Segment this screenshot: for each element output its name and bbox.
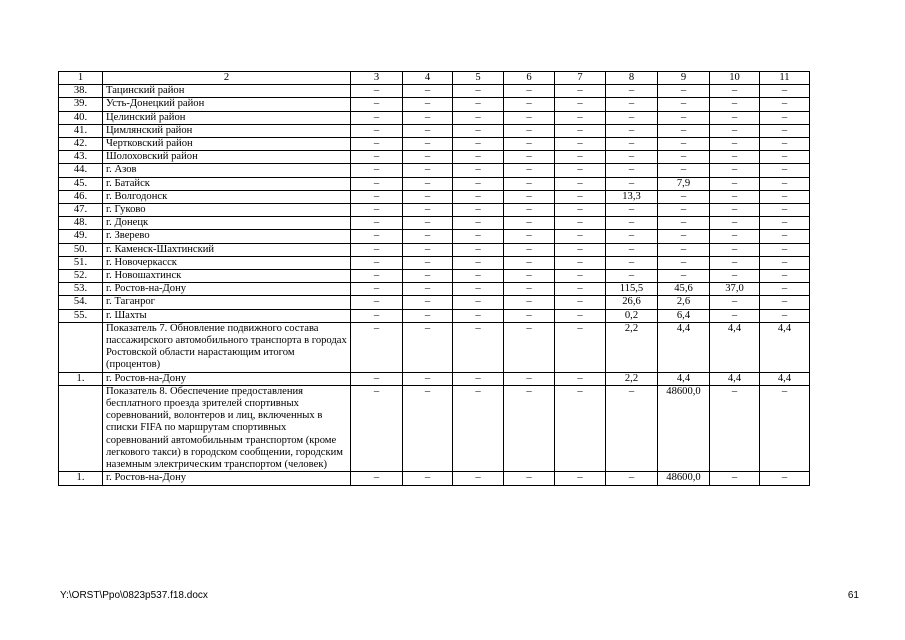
- row-name: г. Донецк: [103, 217, 351, 230]
- row-number: 46.: [59, 190, 103, 203]
- value-cell: –: [710, 243, 760, 256]
- table-row: [59, 296, 810, 309]
- value-cell: –: [760, 98, 810, 111]
- value-cell: –: [760, 217, 810, 230]
- value-cell: –: [710, 190, 760, 203]
- value-cell: –: [403, 177, 453, 190]
- value-cell: –: [710, 151, 760, 164]
- value-cell: –: [453, 204, 504, 217]
- value-cell: –: [658, 217, 710, 230]
- value-cell: 4,4: [710, 372, 760, 385]
- value-cell: –: [555, 372, 606, 385]
- value-cell: –: [403, 385, 453, 471]
- value-cell: –: [403, 217, 453, 230]
- value-cell: –: [453, 230, 504, 243]
- value-cell: –: [710, 204, 760, 217]
- value-cell: –: [351, 124, 403, 137]
- value-cell: –: [606, 472, 658, 485]
- value-cell: –: [555, 138, 606, 151]
- table-row: [59, 111, 810, 124]
- value-cell: –: [403, 256, 453, 269]
- value-cell: –: [555, 322, 606, 372]
- table-row: [59, 138, 810, 151]
- value-cell: –: [504, 385, 555, 471]
- table-row: [59, 204, 810, 217]
- value-cell: –: [453, 98, 504, 111]
- value-cell: –: [453, 124, 504, 137]
- row-number: 48.: [59, 217, 103, 230]
- table-row: [59, 151, 810, 164]
- value-cell: –: [504, 283, 555, 296]
- value-cell: –: [351, 270, 403, 283]
- table-row: [59, 230, 810, 243]
- row-name: Показатель 7. Обновление подвижного состава пассажирского автомобильного транспорта в городах Ростовской области нарастающим итогом (процентов): [103, 322, 351, 372]
- value-cell: –: [453, 256, 504, 269]
- table-row: [59, 385, 810, 471]
- table-row: [59, 322, 810, 372]
- value-cell: –: [403, 164, 453, 177]
- value-cell: –: [453, 322, 504, 372]
- value-cell: –: [760, 296, 810, 309]
- row-name: г. Зверево: [103, 230, 351, 243]
- table-row: [59, 124, 810, 137]
- value-cell: –: [351, 372, 403, 385]
- table-row: [59, 256, 810, 269]
- value-cell: –: [760, 283, 810, 296]
- value-cell: –: [760, 472, 810, 485]
- header-cell: 3: [351, 72, 403, 85]
- header-cell: 7: [555, 72, 606, 85]
- value-cell: –: [555, 151, 606, 164]
- value-cell: –: [351, 385, 403, 471]
- value-cell: –: [658, 270, 710, 283]
- value-cell: –: [555, 283, 606, 296]
- value-cell: –: [555, 85, 606, 98]
- row-number: [59, 385, 103, 471]
- table-body: [59, 72, 810, 486]
- value-cell: 6,4: [658, 309, 710, 322]
- value-cell: –: [453, 385, 504, 471]
- row-name: г. Таганрог: [103, 296, 351, 309]
- value-cell: –: [606, 124, 658, 137]
- value-cell: –: [710, 124, 760, 137]
- value-cell: –: [760, 309, 810, 322]
- value-cell: –: [504, 217, 555, 230]
- table-row: [59, 85, 810, 98]
- value-cell: –: [453, 283, 504, 296]
- value-cell: –: [760, 138, 810, 151]
- value-cell: 0,2: [606, 309, 658, 322]
- header-cell: 1: [59, 72, 103, 85]
- value-cell: –: [710, 217, 760, 230]
- value-cell: –: [710, 138, 760, 151]
- value-cell: –: [403, 151, 453, 164]
- table-row: [59, 243, 810, 256]
- value-cell: –: [760, 151, 810, 164]
- table-row: [59, 283, 810, 296]
- row-name: Тацинский район: [103, 85, 351, 98]
- row-number: 49.: [59, 230, 103, 243]
- header-cell: 4: [403, 72, 453, 85]
- value-cell: –: [658, 124, 710, 137]
- value-cell: –: [760, 243, 810, 256]
- value-cell: –: [504, 138, 555, 151]
- value-cell: –: [504, 322, 555, 372]
- value-cell: –: [453, 138, 504, 151]
- value-cell: –: [453, 296, 504, 309]
- row-number: 55.: [59, 309, 103, 322]
- value-cell: –: [403, 138, 453, 151]
- row-number: 45.: [59, 177, 103, 190]
- value-cell: 2,6: [658, 296, 710, 309]
- row-number: 54.: [59, 296, 103, 309]
- value-cell: 13,3: [606, 190, 658, 203]
- value-cell: –: [555, 296, 606, 309]
- value-cell: 26,6: [606, 296, 658, 309]
- value-cell: –: [658, 164, 710, 177]
- value-cell: –: [760, 164, 810, 177]
- value-cell: –: [760, 124, 810, 137]
- value-cell: –: [555, 217, 606, 230]
- value-cell: –: [504, 270, 555, 283]
- value-cell: –: [453, 309, 504, 322]
- value-cell: –: [710, 111, 760, 124]
- value-cell: –: [351, 472, 403, 485]
- value-cell: –: [555, 190, 606, 203]
- header-cell: 6: [504, 72, 555, 85]
- value-cell: –: [710, 309, 760, 322]
- value-cell: –: [504, 472, 555, 485]
- value-cell: –: [351, 164, 403, 177]
- value-cell: 7,9: [658, 177, 710, 190]
- value-cell: –: [351, 111, 403, 124]
- value-cell: –: [606, 138, 658, 151]
- row-name: Показатель 8. Обеспечение предоставления бесплатного проезда зрителей спортивных соревнований, волонтеров и лиц, включенных в списки FIFA по маршрутам спортивных соревнований автомобильным транспортом (кроме легкового такси) в городском сообщении, городским наземным электрическим транспортом (человек): [103, 385, 351, 471]
- value-cell: –: [453, 243, 504, 256]
- table-row: [59, 190, 810, 203]
- value-cell: –: [453, 217, 504, 230]
- row-number: [59, 322, 103, 372]
- value-cell: –: [453, 177, 504, 190]
- value-cell: –: [351, 256, 403, 269]
- value-cell: –: [403, 111, 453, 124]
- value-cell: 48600,0: [658, 385, 710, 471]
- row-number: 1.: [59, 472, 103, 485]
- value-cell: –: [606, 164, 658, 177]
- row-number: 50.: [59, 243, 103, 256]
- value-cell: –: [760, 204, 810, 217]
- value-cell: –: [555, 98, 606, 111]
- row-name: г. Ростов-на-Дону: [103, 283, 351, 296]
- value-cell: 115,5: [606, 283, 658, 296]
- row-name: г. Гуково: [103, 204, 351, 217]
- value-cell: –: [760, 385, 810, 471]
- value-cell: –: [606, 98, 658, 111]
- value-cell: –: [710, 177, 760, 190]
- value-cell: –: [606, 230, 658, 243]
- value-cell: 2,2: [606, 322, 658, 372]
- value-cell: –: [760, 190, 810, 203]
- value-cell: –: [760, 85, 810, 98]
- row-name: Чертковский район: [103, 138, 351, 151]
- value-cell: –: [606, 111, 658, 124]
- header-cell: 10: [710, 72, 760, 85]
- value-cell: –: [760, 111, 810, 124]
- row-name: г. Ростов-на-Дону: [103, 472, 351, 485]
- row-name: Целинский район: [103, 111, 351, 124]
- row-number: 51.: [59, 256, 103, 269]
- value-cell: –: [453, 111, 504, 124]
- value-cell: –: [504, 111, 555, 124]
- value-cell: –: [504, 151, 555, 164]
- value-cell: –: [555, 309, 606, 322]
- value-cell: –: [710, 164, 760, 177]
- value-cell: –: [453, 164, 504, 177]
- value-cell: –: [710, 230, 760, 243]
- value-cell: –: [351, 309, 403, 322]
- row-number: 52.: [59, 270, 103, 283]
- header-cell: 2: [103, 72, 351, 85]
- value-cell: –: [351, 217, 403, 230]
- value-cell: –: [555, 243, 606, 256]
- value-cell: –: [351, 85, 403, 98]
- value-cell: –: [658, 204, 710, 217]
- table-header-row: [59, 72, 810, 85]
- value-cell: –: [504, 256, 555, 269]
- header-cell: 5: [453, 72, 504, 85]
- page-number: 61: [847, 590, 859, 601]
- value-cell: –: [504, 372, 555, 385]
- value-cell: 2,2: [606, 372, 658, 385]
- value-cell: –: [351, 204, 403, 217]
- value-cell: –: [453, 270, 504, 283]
- value-cell: –: [351, 138, 403, 151]
- value-cell: –: [710, 296, 760, 309]
- row-number: 43.: [59, 151, 103, 164]
- value-cell: –: [710, 472, 760, 485]
- value-cell: –: [606, 217, 658, 230]
- value-cell: –: [403, 85, 453, 98]
- value-cell: –: [351, 151, 403, 164]
- value-cell: –: [606, 204, 658, 217]
- value-cell: 4,4: [658, 322, 710, 372]
- value-cell: –: [453, 190, 504, 203]
- value-cell: –: [403, 124, 453, 137]
- value-cell: –: [403, 372, 453, 385]
- value-cell: –: [351, 283, 403, 296]
- value-cell: –: [504, 85, 555, 98]
- value-cell: –: [403, 230, 453, 243]
- value-cell: –: [351, 230, 403, 243]
- value-cell: –: [403, 98, 453, 111]
- value-cell: –: [403, 190, 453, 203]
- row-name: г. Азов: [103, 164, 351, 177]
- value-cell: –: [351, 177, 403, 190]
- value-cell: –: [453, 85, 504, 98]
- value-cell: –: [403, 270, 453, 283]
- file-path: Y:\ORST\Ppo\0823p537.f18.docx: [60, 590, 208, 601]
- value-cell: –: [658, 230, 710, 243]
- value-cell: –: [403, 204, 453, 217]
- value-cell: –: [710, 98, 760, 111]
- value-cell: –: [351, 296, 403, 309]
- value-cell: –: [555, 256, 606, 269]
- value-cell: –: [555, 164, 606, 177]
- row-number: 42.: [59, 138, 103, 151]
- value-cell: –: [658, 85, 710, 98]
- value-cell: –: [555, 124, 606, 137]
- value-cell: –: [351, 243, 403, 256]
- row-number: 40.: [59, 111, 103, 124]
- row-name: г. Каменск-Шахтинский: [103, 243, 351, 256]
- row-name: г. Новочеркасск: [103, 256, 351, 269]
- table-row: [59, 309, 810, 322]
- header-cell: 11: [760, 72, 810, 85]
- row-number: 38.: [59, 85, 103, 98]
- value-cell: –: [453, 151, 504, 164]
- value-cell: –: [606, 385, 658, 471]
- table-row: [59, 164, 810, 177]
- value-cell: 37,0: [710, 283, 760, 296]
- value-cell: –: [403, 309, 453, 322]
- value-cell: –: [351, 190, 403, 203]
- value-cell: –: [555, 472, 606, 485]
- table-row: [59, 98, 810, 111]
- value-cell: –: [658, 151, 710, 164]
- value-cell: –: [606, 243, 658, 256]
- value-cell: –: [555, 385, 606, 471]
- value-cell: –: [504, 164, 555, 177]
- row-number: 1.: [59, 372, 103, 385]
- value-cell: –: [710, 270, 760, 283]
- value-cell: –: [504, 204, 555, 217]
- row-name: г. Волгодонск: [103, 190, 351, 203]
- row-number: 47.: [59, 204, 103, 217]
- value-cell: –: [760, 177, 810, 190]
- value-cell: –: [606, 151, 658, 164]
- table-row: [59, 270, 810, 283]
- value-cell: –: [710, 85, 760, 98]
- row-name: г. Батайск: [103, 177, 351, 190]
- value-cell: –: [504, 296, 555, 309]
- row-number: 53.: [59, 283, 103, 296]
- row-name: Цимлянский район: [103, 124, 351, 137]
- value-cell: –: [658, 256, 710, 269]
- value-cell: 4,4: [658, 372, 710, 385]
- header-cell: 9: [658, 72, 710, 85]
- row-number: 39.: [59, 98, 103, 111]
- row-number: 41.: [59, 124, 103, 137]
- value-cell: –: [504, 309, 555, 322]
- value-cell: –: [555, 230, 606, 243]
- row-name: Шолоховский район: [103, 151, 351, 164]
- value-cell: –: [555, 111, 606, 124]
- value-cell: –: [403, 243, 453, 256]
- value-cell: –: [351, 98, 403, 111]
- value-cell: –: [760, 270, 810, 283]
- value-cell: –: [658, 111, 710, 124]
- value-cell: –: [453, 472, 504, 485]
- value-cell: –: [658, 98, 710, 111]
- value-cell: 48600,0: [658, 472, 710, 485]
- value-cell: 4,4: [710, 322, 760, 372]
- table-row: [59, 217, 810, 230]
- value-cell: –: [555, 177, 606, 190]
- value-cell: –: [351, 322, 403, 372]
- row-name: г. Шахты: [103, 309, 351, 322]
- value-cell: –: [504, 124, 555, 137]
- value-cell: –: [710, 385, 760, 471]
- value-cell: –: [403, 283, 453, 296]
- value-cell: –: [606, 256, 658, 269]
- table-row: [59, 177, 810, 190]
- row-name: г. Новошахтинск: [103, 270, 351, 283]
- value-cell: –: [606, 270, 658, 283]
- header-cell: 8: [606, 72, 658, 85]
- value-cell: –: [504, 98, 555, 111]
- row-number: 44.: [59, 164, 103, 177]
- value-cell: –: [606, 85, 658, 98]
- value-cell: –: [403, 322, 453, 372]
- value-cell: –: [555, 204, 606, 217]
- data-table: [58, 71, 810, 486]
- value-cell: –: [504, 230, 555, 243]
- table-row: [59, 472, 810, 485]
- value-cell: –: [710, 256, 760, 269]
- table-row: [59, 372, 810, 385]
- value-cell: –: [760, 230, 810, 243]
- value-cell: –: [504, 190, 555, 203]
- value-cell: 45,6: [658, 283, 710, 296]
- value-cell: –: [658, 243, 710, 256]
- value-cell: –: [403, 296, 453, 309]
- value-cell: –: [555, 270, 606, 283]
- value-cell: 4,4: [760, 322, 810, 372]
- value-cell: –: [504, 243, 555, 256]
- row-name: Усть-Донецкий район: [103, 98, 351, 111]
- value-cell: –: [403, 472, 453, 485]
- value-cell: –: [658, 190, 710, 203]
- value-cell: –: [504, 177, 555, 190]
- value-cell: –: [658, 138, 710, 151]
- row-name: г. Ростов-на-Дону: [103, 372, 351, 385]
- value-cell: 4,4: [760, 372, 810, 385]
- value-cell: –: [606, 177, 658, 190]
- value-cell: –: [760, 256, 810, 269]
- value-cell: –: [453, 372, 504, 385]
